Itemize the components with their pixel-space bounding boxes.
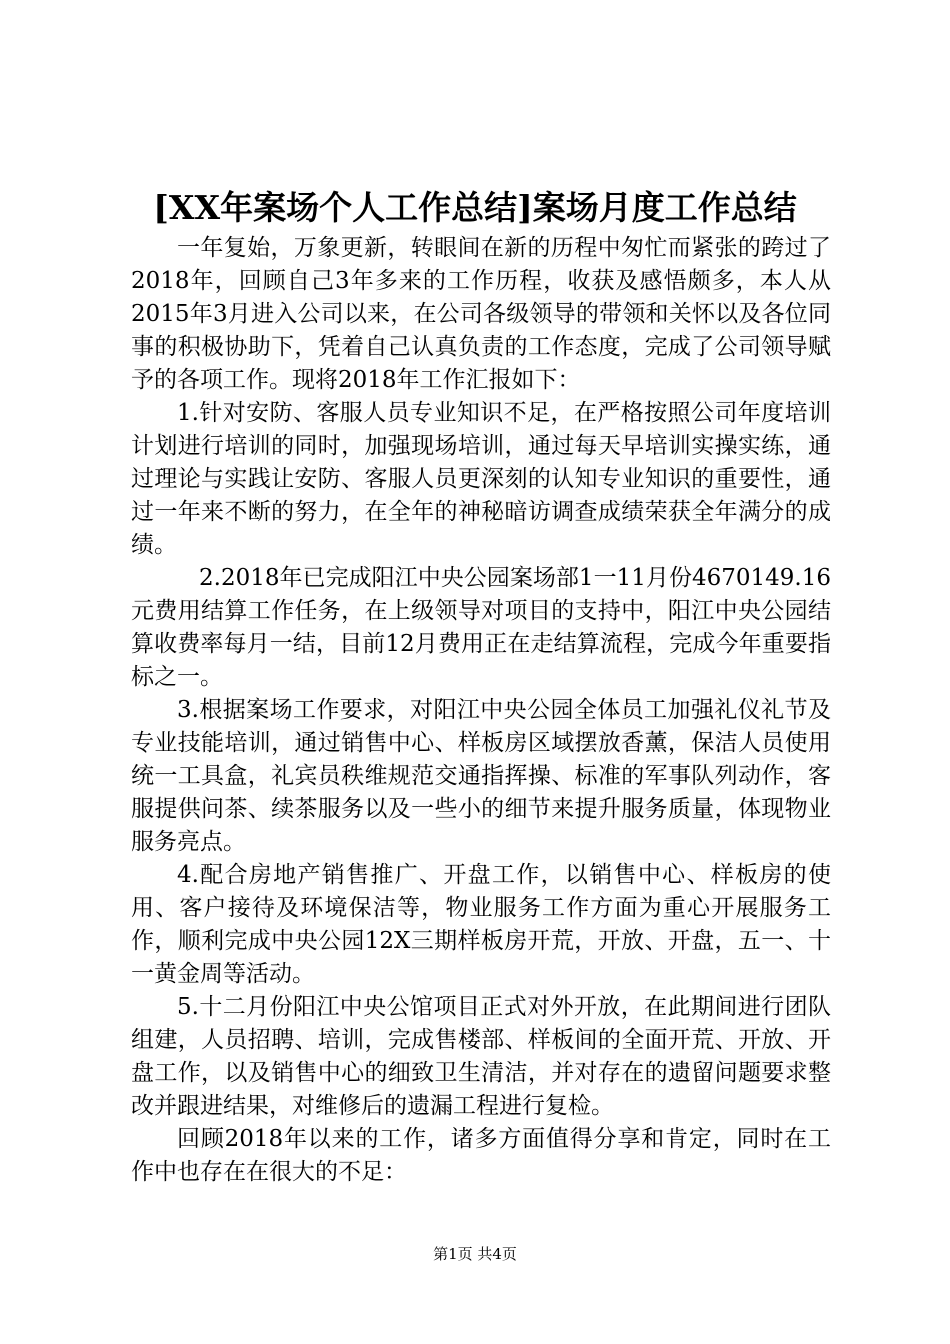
paragraph-item-1: 1.针对安防、客服人员专业知识不足，在严格按照公司年度培训计划进行培训的同时，加强现场培训，通过每天早培训实操实练，通过理论与实践让安防、客服人员更深刻的认知专业知识的重要性，通过一年来不断的努力，在全年的神秘暗访调查成绩荣获全年满分的成绩。 [131,400,831,558]
paragraph-item-5: 5.十二月份阳江中央公馆项目正式对外开放，在此期间进行团队组建，人员招聘、培训，完成售楼部、样板间的全面开荒、开放、开盘工作，以及销售中心的细致卫生清洁，并对存在的遗留问题要求整改并跟进结果，对维修后的遗漏工程进行复检。 [131,994,831,1119]
paragraph-item-2: 2.2018年已完成阳江中央公园案场部1一11月份4670149.16元费用结算工作任务，在上级领导对项目的支持中，阳江中央公园结算收费率每月一结，目前12月费用正在走结算流程，完成今年重要指标之一。 [131,565,831,690]
page-footer: 第1页 共4页 [433,1245,517,1263]
paragraph-intro: 一年复始，万象更新，转眼间在新的历程中匆忙而紧张的跨过了2018年，回顾自己3年多来的工作历程，收获及感悟颇多，本人从2015年3月进入公司以来，在公司各级领导的带领和关怀以及各位同事的积极协助下，凭着自己认真负责的工作态度，完成了公司领导赋予的各项工作。现将2018年工作汇报如下： [131,235,831,393]
document-title: [XX年案场个人工作总结]案场月度工作总结 [153,188,797,227]
paragraph-item-3: 3.根据案场工作要求，对阳江中央公园全体员工加强礼仪礼节及专业技能培训，通过销售中心、样板房区域摆放香薰，保洁人员使用统一工具盒，礼宾员秩维规范交通指挥操、标准的军事队列动作，客服提供问茶、续茶服务以及一些小的细节来提升服务质量，体现物业服务亮点。 [131,697,831,855]
document-body [131,232,831,1189]
paragraph-review: 回顾2018年以来的工作，诸多方面值得分享和肯定，同时在工作中也存在在很大的不足： [131,1126,831,1185]
paragraph-item-4: 4.配合房地产销售推广、开盘工作，以销售中心、样板房的使用、客户接待及环境保洁等，物业服务工作方面为重心开展服务工作，顺利完成中央公园12X三期样板房开荒，开放、开盘，五一、十一黄金周等活动。 [131,862,831,987]
